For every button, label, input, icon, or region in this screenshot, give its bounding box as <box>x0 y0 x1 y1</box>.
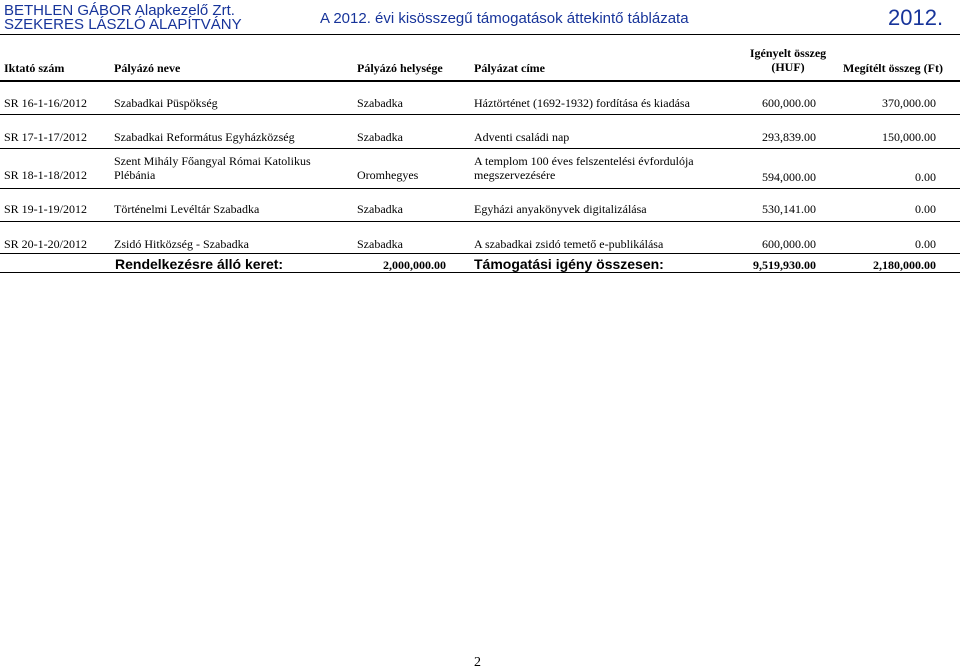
row-location: Szabadka <box>357 237 403 251</box>
row-project <box>474 154 694 182</box>
row-granted: 150,000.00 <box>882 130 936 144</box>
document-title: A 2012. évi kisösszegű támogatások áttekintő táblázata <box>320 10 689 27</box>
top-rule <box>0 34 960 35</box>
row-applicant-line: Szent Mihály Főangyal Római Katolikus <box>114 154 311 168</box>
row-granted: 370,000.00 <box>882 96 936 110</box>
summary-rule <box>0 272 960 273</box>
available-value: 2,000,000.00 <box>383 258 446 272</box>
row-location: Szabadka <box>357 202 403 216</box>
row-project-line: megszervezésére <box>474 168 556 182</box>
row-project: A szabadkai zsidó temető e-publikálása <box>474 237 664 251</box>
row-id: SR 19-1-19/2012 <box>4 202 88 216</box>
available-label: Rendelkezésre álló keret: <box>115 256 284 272</box>
row-applicant: Szabadkai Református Egyházközség <box>114 130 295 144</box>
row-applicant: Zsidó Hitközség - Szabadka <box>114 237 249 251</box>
row-granted: 0.00 <box>915 237 936 251</box>
row-requested: 600,000.00 <box>762 96 816 110</box>
row-divider <box>0 188 960 189</box>
row-id: SR 18-1-18/2012 <box>4 168 88 182</box>
col-header-location: Pályázó helysége <box>357 61 443 75</box>
row-id: SR 20-1-20/2012 <box>4 237 88 251</box>
document-year: 2012. <box>888 5 944 30</box>
row-divider <box>0 221 960 222</box>
col-header-requested <box>733 46 843 74</box>
row-applicant <box>114 154 311 182</box>
row-divider <box>0 114 960 115</box>
total-label: Támogatási igény összesen: <box>474 256 664 272</box>
org-name-1: BETHLEN GÁBOR Alapkezelő Zrt. <box>4 2 235 19</box>
total-granted: 2,180,000.00 <box>873 258 936 272</box>
row-project: Egyházi anyakönyvek digitalizálása <box>474 202 647 216</box>
row-applicant-line: Plébánia <box>114 168 156 182</box>
org-name-2: SZEKERES LÁSZLÓ ALAPÍTVÁNY <box>4 16 242 33</box>
total-requested: 9,519,930.00 <box>753 258 816 272</box>
row-location: Szabadka <box>357 130 403 144</box>
col-header-id: Iktató szám <box>4 61 65 75</box>
col-header-applicant: Pályázó neve <box>114 61 181 75</box>
row-location: Oromhegyes <box>357 168 419 182</box>
row-requested: 600,000.00 <box>762 237 816 251</box>
row-location: Szabadka <box>357 96 403 110</box>
col-header-requested-2: (HUF) <box>771 60 805 74</box>
row-id: SR 16-1-16/2012 <box>4 96 88 110</box>
header-org <box>4 4 242 32</box>
row-requested: 594,000.00 <box>762 170 816 184</box>
row-divider <box>0 253 960 254</box>
row-project: Háztörténet (1692-1932) fordítása és kiadása <box>474 96 690 110</box>
col-header-project: Pályázat címe <box>474 61 545 75</box>
row-id: SR 17-1-17/2012 <box>4 130 88 144</box>
row-granted: 0.00 <box>915 202 936 216</box>
col-header-requested-1: Igényelt összeg <box>749 46 827 60</box>
row-requested: 293,839.00 <box>762 130 816 144</box>
col-header-granted: Megítélt összeg (Ft) <box>843 61 943 75</box>
row-project: Adventi családi nap <box>474 130 570 144</box>
row-applicant: Történelmi Levéltár Szabadka <box>114 202 260 216</box>
row-requested: 530,141.00 <box>762 202 816 216</box>
row-applicant: Szabadkai Püspökség <box>114 96 218 110</box>
row-divider <box>0 148 960 149</box>
row-project-line: A templom 100 éves felszentelési évfordulója <box>474 154 694 168</box>
header-rule <box>0 80 960 82</box>
row-granted: 0.00 <box>915 170 936 184</box>
page-number: 2 <box>474 655 481 670</box>
